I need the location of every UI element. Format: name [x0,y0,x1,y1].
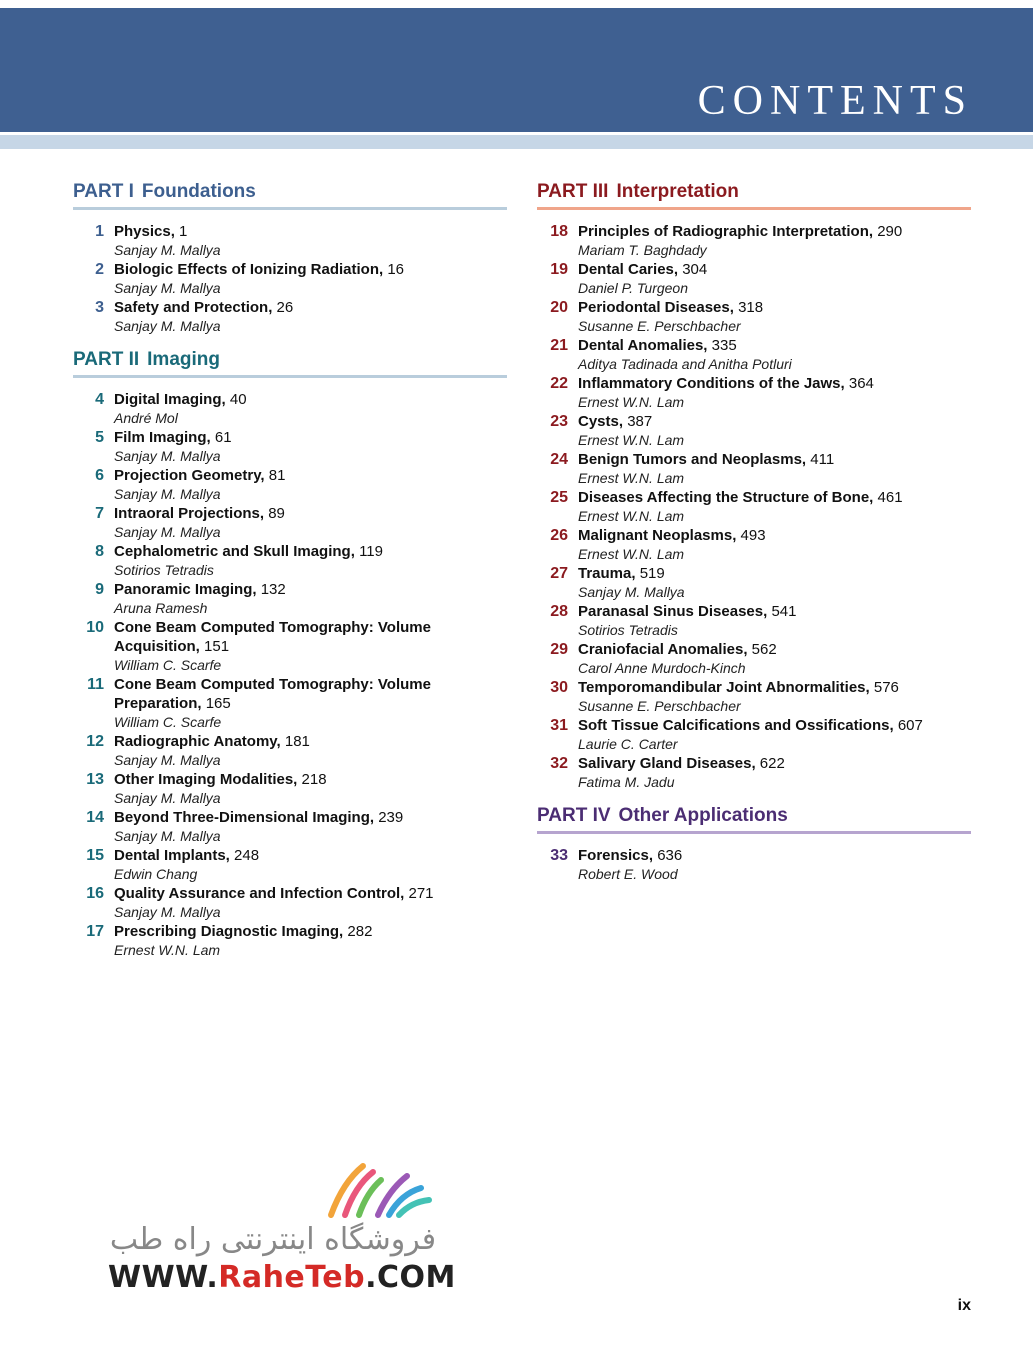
chapter-page: 89 [268,505,285,522]
chapter-title: Biologic Effects of Ionizing Radiation, [114,261,384,278]
chapter-authors: Sanjay M. Mallya [114,790,221,806]
toc-entry [537,222,971,260]
chapter-line [114,466,507,485]
toc-entry [537,602,971,640]
chapter-authors: Robert E. Wood [578,866,678,882]
chapter-authors: Aruna Ramesh [114,600,208,616]
chapter-authors: Sanjay M. Mallya [114,318,221,334]
chapter-page: 493 [740,527,766,544]
chapter-number: 12 [86,733,104,750]
chapter-authors: William C. Scarfe [114,714,222,730]
chapter-title: Beyond Three-Dimensional Imaging, [114,809,375,826]
book-logo-icon [323,1160,433,1220]
chapter-authors: Susanne E. Perschbacher [578,698,741,714]
chapter-page: 40 [229,391,247,408]
toc-entry [537,488,971,526]
toc-entry [73,222,507,260]
chapter-page: 81 [268,467,286,484]
chapter-authors: Sanjay M. Mallya [114,242,221,258]
part-heading [537,180,971,210]
chapter-number: 24 [550,451,568,468]
chapter-line [578,678,971,697]
chapter-page: 576 [873,679,899,696]
chapter-page: 607 [897,717,923,734]
toc-entry [73,732,507,770]
toc-entry [73,580,507,618]
chapter-number: 30 [550,679,568,696]
chapter-line [114,884,507,903]
chapter-page: 622 [759,755,785,772]
header-banner [0,8,1033,132]
chapter-line [578,412,971,431]
watermark-url [108,1260,456,1295]
toc-entry [73,770,507,808]
chapter-title: Dental Caries, [578,261,679,278]
chapter-number: 13 [86,771,104,788]
watermark-url-suffix: .COM [365,1260,456,1295]
toc-entry [537,716,971,754]
chapter-authors: Ernest W.N. Lam [578,470,685,486]
toc-part [537,804,971,884]
chapter-line [578,374,971,393]
chapter-authors: Sanjay M. Mallya [578,584,685,600]
chapter-authors: Sanjay M. Mallya [114,752,221,768]
chapter-number: 5 [95,429,104,446]
page-number: ix [957,1297,971,1314]
chapter-number: 2 [95,261,104,278]
chapter-authors: Fatima M. Jadu [578,774,675,790]
chapter-number: 16 [86,885,104,902]
toc-entry [537,526,971,564]
chapter-title: Diseases Affecting the Structure of Bone, [578,489,874,506]
chapter-number: 23 [550,413,568,430]
toc-entry [537,336,971,374]
toc-entry [73,466,507,504]
chapter-line [578,450,971,469]
part-name: Foundations [141,181,256,202]
toc-column-right [537,180,971,896]
part-name: Interpretation [616,181,739,202]
chapter-title: Cysts, [578,413,624,430]
chapter-page: 318 [738,299,764,316]
chapter-number: 6 [95,467,104,484]
chapter-line [114,390,507,409]
toc-entry [73,428,507,466]
watermark-url-prefix: WWW. [108,1260,219,1295]
toc-entry [73,504,507,542]
toc-entry [537,298,971,336]
page-title: CONTENTS [697,78,973,124]
toc-entry [537,564,971,602]
chapter-authors: Laurie C. Carter [578,736,678,752]
part-heading [537,804,971,834]
part-name: Imaging [147,349,220,370]
chapter-authors: Ernest W.N. Lam [578,394,685,410]
chapter-title: Paranasal Sinus Diseases, [578,603,768,620]
toc-entry [73,846,507,884]
part-heading [73,348,507,378]
chapter-number: 15 [86,847,104,864]
chapter-line [578,336,971,355]
chapter-number: 26 [550,527,568,544]
chapter-page: 248 [234,847,260,864]
chapter-title: Dental Anomalies, [578,337,708,354]
chapter-line [114,504,507,523]
chapter-number: 18 [550,223,568,240]
part-label: PART I [73,181,134,202]
chapter-page: 26 [276,299,294,316]
part-label: PART II [73,349,140,370]
chapter-line [114,222,507,241]
chapter-authors: Ernest W.N. Lam [578,546,685,562]
watermark-persian-text: فروشگاه اینترنتی راه طب [109,1222,437,1257]
chapter-page: 165 [205,695,231,712]
chapter-authors: Sotirios Tetradis [578,622,678,638]
chapter-authors: Edwin Chang [114,866,198,882]
chapter-title: Principles of Radiographic Interpretation, [578,223,874,240]
chapter-line [578,846,971,865]
chapter-page: 132 [260,581,286,598]
chapter-title: Quality Assurance and Infection Control, [114,885,405,902]
chapter-authors: Daniel P. Turgeon [578,280,688,296]
chapter-authors: Sanjay M. Mallya [114,904,221,920]
chapter-authors: Ernest W.N. Lam [578,508,685,524]
chapter-page: 271 [408,885,434,902]
chapter-page: 61 [214,429,232,446]
chapter-line [114,542,507,561]
chapter-number: 20 [550,299,568,316]
toc-entry [537,754,971,792]
chapter-authors: Ernest W.N. Lam [578,432,685,448]
chapter-page: 411 [810,451,835,468]
chapter-line [114,732,507,751]
chapter-line [114,428,507,447]
chapter-line [578,222,971,241]
toc-column-left [73,180,507,972]
chapter-authors: Sanjay M. Mallya [114,828,221,844]
chapter-line [578,754,971,773]
chapter-line [578,260,971,279]
chapter-title: Malignant Neoplasms, [578,527,737,544]
chapter-number: 14 [86,809,104,826]
chapter-line [114,675,507,713]
chapter-authors: Sanjay M. Mallya [114,448,221,464]
chapter-title: Cone Beam Computed Tomography: Volume Preparation, [114,676,431,712]
chapter-title: Periodontal Diseases, [578,299,734,316]
chapter-title: Cone Beam Computed Tomography: Volume Acquisition, [114,619,431,655]
chapter-title: Salivary Gland Diseases, [578,755,756,772]
chapter-page: 1 [179,223,188,240]
chapter-title: Projection Geometry, [114,467,265,484]
chapter-number: 10 [86,619,104,636]
part-label: PART III [537,181,609,202]
toc-entry [73,922,507,960]
part-name: Other Applications [618,805,788,826]
toc-entry [537,412,971,450]
chapter-page: 636 [657,847,683,864]
chapter-number: 31 [550,717,568,734]
toc-entry [537,678,971,716]
chapter-authors: Sanjay M. Mallya [114,486,221,502]
chapter-line [114,260,507,279]
chapter-page: 541 [771,603,797,620]
chapter-authors: André Mol [114,410,178,426]
watermark-url-brand: RaheTeb [218,1260,366,1295]
chapter-title: Inflammatory Conditions of the Jaws, [578,375,845,392]
toc-entry [537,260,971,298]
chapter-title: Physics, [114,223,175,240]
toc-entry [73,675,507,732]
chapter-number: 29 [550,641,568,658]
chapter-title: Trauma, [578,565,636,582]
chapter-number: 32 [550,755,568,772]
toc-entry [73,390,507,428]
chapter-title: Intraoral Projections, [114,505,265,522]
chapter-title: Digital Imaging, [114,391,226,408]
chapter-authors: Ernest W.N. Lam [114,942,221,958]
chapter-number: 7 [95,505,104,522]
chapter-authors: Mariam T. Baghdady [578,242,707,258]
chapter-title: Temporomandibular Joint Abnormalities, [578,679,870,696]
chapter-title: Dental Implants, [114,847,230,864]
chapter-authors: Sanjay M. Mallya [114,524,221,540]
chapter-line [578,298,971,317]
chapter-page: 364 [848,375,874,392]
part-heading [73,180,507,210]
toc-entry [537,450,971,488]
chapter-line [114,580,507,599]
toc-part [537,180,971,792]
chapter-number: 17 [86,923,104,940]
chapter-line [114,618,507,656]
toc-entry [73,298,507,336]
chapter-authors: Susanne E. Perschbacher [578,318,741,334]
chapter-line [578,716,971,735]
chapter-authors: Aditya Tadinada and Anitha Potluri [578,356,792,372]
chapter-title: Film Imaging, [114,429,211,446]
chapter-page: 218 [301,771,327,788]
chapter-number: 28 [550,603,568,620]
chapter-line [114,770,507,789]
chapter-line [578,526,971,545]
chapter-title: Forensics, [578,847,654,864]
chapter-number: 3 [95,299,104,316]
chapter-page: 304 [682,261,708,278]
chapter-authors: William C. Scarfe [114,657,222,673]
chapter-number: 27 [550,565,568,582]
part-label: PART IV [537,805,611,826]
chapter-line [578,602,971,621]
chapter-line [114,808,507,827]
toc-entry [73,884,507,922]
chapter-page: 562 [751,641,777,658]
toc-entry [537,374,971,412]
chapter-line [578,488,971,507]
chapter-page: 290 [877,223,903,240]
chapter-number: 4 [95,391,104,408]
chapter-line [114,298,507,317]
toc-entry [73,808,507,846]
toc-part [73,180,507,336]
chapter-number: 25 [550,489,568,506]
toc-entry [537,640,971,678]
toc-entry [73,260,507,298]
toc-entry [73,542,507,580]
toc-part [73,348,507,960]
chapter-title: Cephalometric and Skull Imaging, [114,543,355,560]
chapter-title: Prescribing Diagnostic Imaging, [114,923,344,940]
chapter-line [114,846,507,865]
chapter-line [578,640,971,659]
toc-entry [537,846,971,884]
chapter-authors: Sanjay M. Mallya [114,280,221,296]
chapter-line [578,564,971,583]
chapter-page: 387 [627,413,653,430]
chapter-title: Craniofacial Anomalies, [578,641,748,658]
chapter-number: 11 [87,676,104,693]
chapter-title: Benign Tumors and Neoplasms, [578,451,807,468]
chapter-number: 8 [95,543,104,560]
chapter-page: 461 [877,489,903,506]
chapter-title: Soft Tissue Calcifications and Ossifications, [578,717,894,734]
chapter-line [114,922,507,941]
chapter-number: 21 [550,337,568,354]
chapter-number: 33 [550,847,568,864]
chapter-number: 22 [550,375,568,392]
chapter-page: 151 [204,638,230,655]
header-band [0,135,1033,149]
chapter-page: 119 [359,543,383,560]
chapter-title: Safety and Protection, [114,299,273,316]
chapter-number: 9 [95,581,104,598]
chapter-page: 16 [387,261,405,278]
chapter-title: Panoramic Imaging, [114,581,257,598]
chapter-page: 282 [347,923,373,940]
chapter-title: Radiographic Anatomy, [114,733,281,750]
toc-entry [73,618,507,675]
chapter-authors: Carol Anne Murdoch-Kinch [578,660,746,676]
chapter-authors: Sotirios Tetradis [114,562,214,578]
chapter-page: 239 [378,809,404,826]
chapter-number: 19 [550,261,568,278]
watermark-logo [108,1160,456,1300]
chapter-page: 519 [639,565,665,582]
chapter-title: Other Imaging Modalities, [114,771,298,788]
chapter-number: 1 [95,223,104,240]
chapter-page: 335 [711,337,737,354]
chapter-page: 181 [284,733,310,750]
